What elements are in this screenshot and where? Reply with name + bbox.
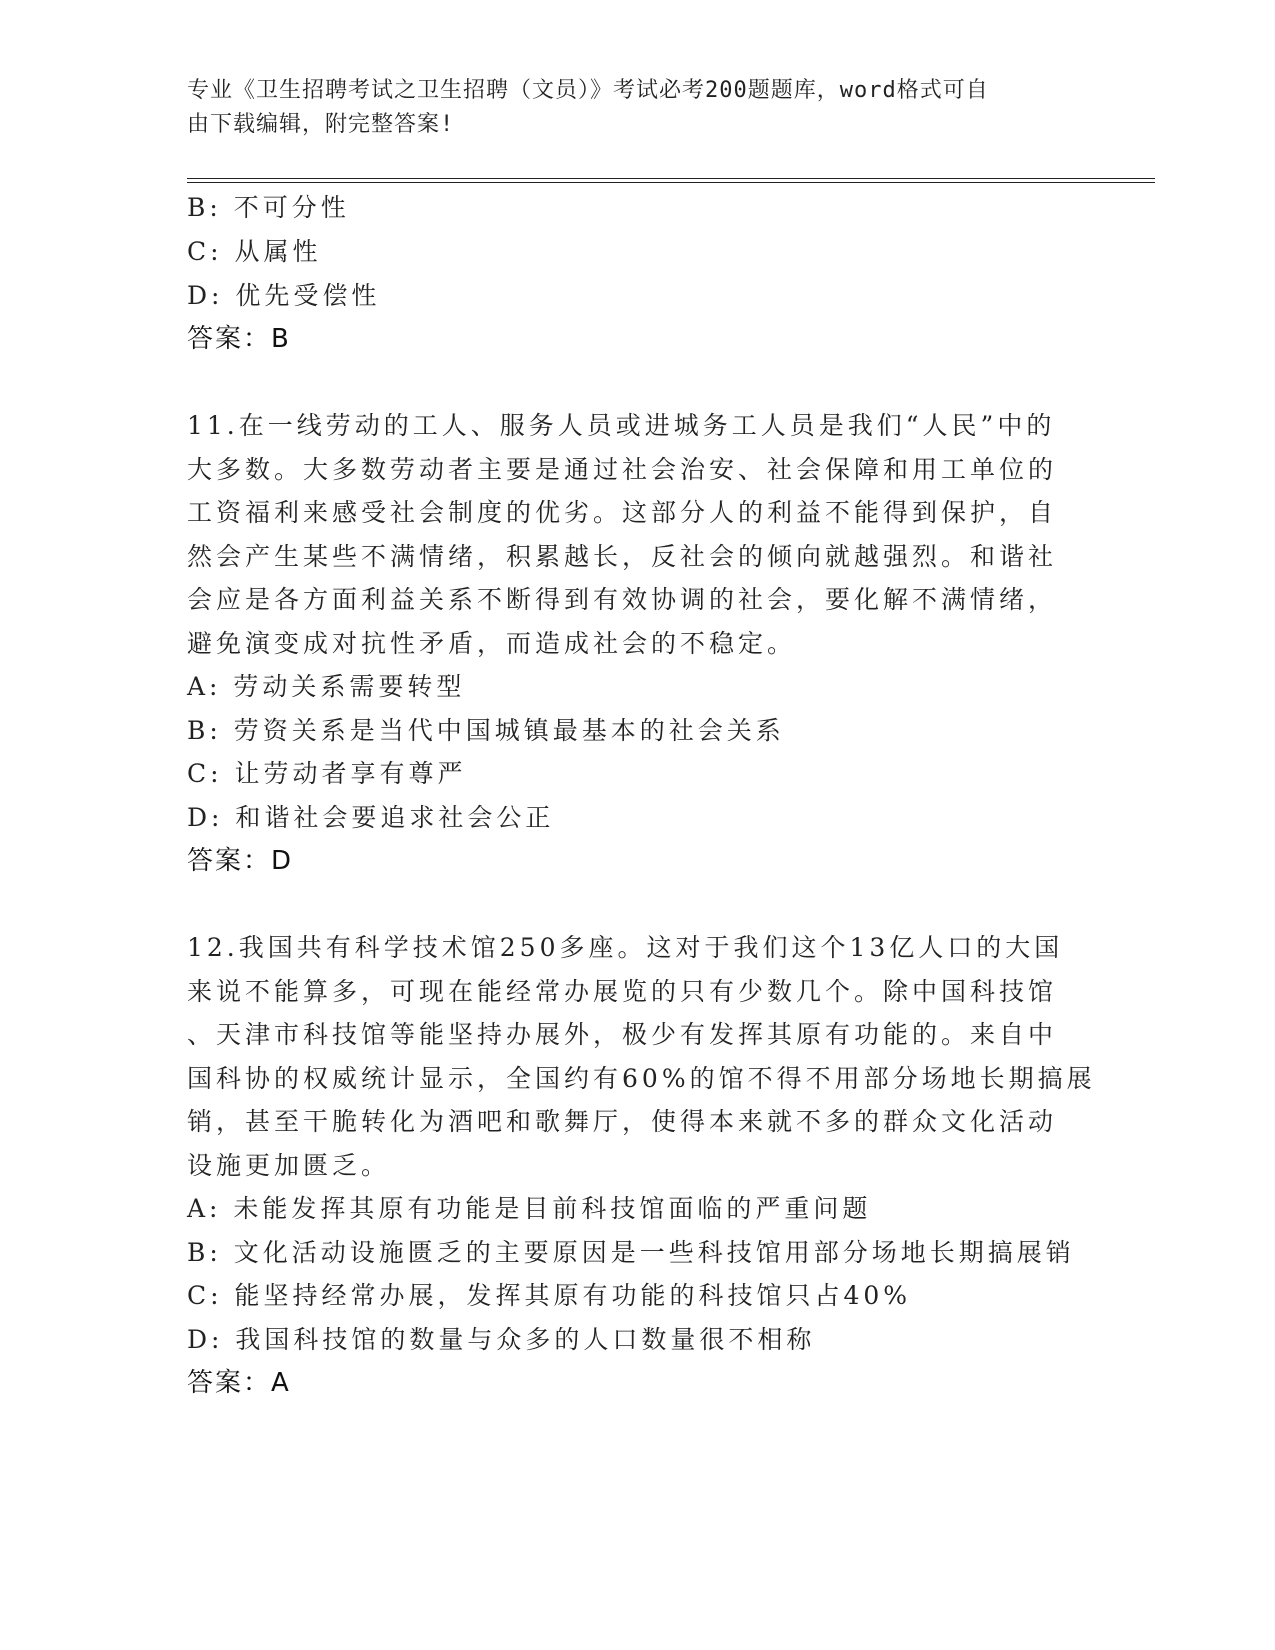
header-divider-bottom	[187, 182, 1155, 183]
prev-option-c: C: 从属性	[187, 237, 322, 266]
q11-answer: 答案：D	[187, 846, 294, 876]
q11-stem-line-3: 工资福利来感受社会制度的优劣。这部分人的利益不能得到保护，自	[187, 498, 1058, 527]
q12-stem-line-5: 销，甚至干脆转化为酒吧和歌舞厅，使得本来就不多的群众文化活动	[187, 1107, 1058, 1136]
q11-option-d: D: 和谐社会要追求社会公正	[187, 803, 555, 832]
q12-stem-line-4: 国科协的权威统计显示，全国约有60%的馆不得不用部分场地长期搞展	[187, 1064, 1096, 1093]
q11-stem-line-4: 然会产生某些不满情绪，积累越长，反社会的倾向就越强烈。和谐社	[187, 542, 1058, 571]
q12-stem-line-3: 、天津市科技馆等能坚持办展外，极少有发挥其原有功能的。来自中	[187, 1020, 1058, 1049]
q11-option-b: B: 劳资关系是当代中国城镇最基本的社会关系	[187, 716, 785, 745]
header-line-1: 专业《卫生招聘考试之卫生招聘（文员）》考试必考200题题库，word格式可自	[187, 78, 989, 103]
q12-option-d: D: 我国科技馆的数量与众多的人口数量很不相称	[187, 1325, 816, 1354]
prev-answer: 答案：B	[187, 324, 291, 354]
q12-option-a: A: 未能发挥其原有功能是目前科技馆面临的严重问题	[187, 1194, 872, 1223]
header-line-2: 由下载编辑，附完整答案!	[187, 112, 455, 137]
header-divider-top	[187, 178, 1155, 179]
q11-stem-line-5: 会应是各方面利益关系不断得到有效协调的社会，要化解不满情绪，	[187, 585, 1058, 614]
q11-stem-line-1: 11.在一线劳动的工人、服务人员或进城务工人员是我们“人民”中的	[187, 411, 1056, 440]
prev-option-d: D: 优先受偿性	[187, 281, 381, 310]
document-header	[187, 74, 1067, 142]
q12-answer: 答案：A	[187, 1368, 291, 1398]
q12-option-c: C: 能坚持经常办展，发挥其原有功能的科技馆只占40%	[187, 1281, 912, 1310]
q11-stem-line-6: 避免演变成对抗性矛盾，而造成社会的不稳定。	[187, 629, 797, 658]
q11-option-a: A: 劳动关系需要转型	[187, 672, 466, 701]
q12-option-b: B: 文化活动设施匮乏的主要原因是一些科技馆用部分场地长期搞展销	[187, 1238, 1075, 1267]
q12-stem-line-1: 12.我国共有科学技术馆250多座。这对于我们这个13亿人口的大国	[187, 933, 1064, 962]
q11-stem-line-2: 大多数。大多数劳动者主要是通过社会治安、社会保障和用工单位的	[187, 455, 1058, 484]
prev-option-b: B: 不可分性	[187, 193, 350, 222]
q11-option-c: C: 让劳动者享有尊严	[187, 759, 467, 788]
q12-stem-line-6: 设施更加匮乏。	[187, 1151, 391, 1180]
q12-stem-line-2: 来说不能算多，可现在能经常办展览的只有少数几个。除中国科技馆	[187, 977, 1058, 1006]
